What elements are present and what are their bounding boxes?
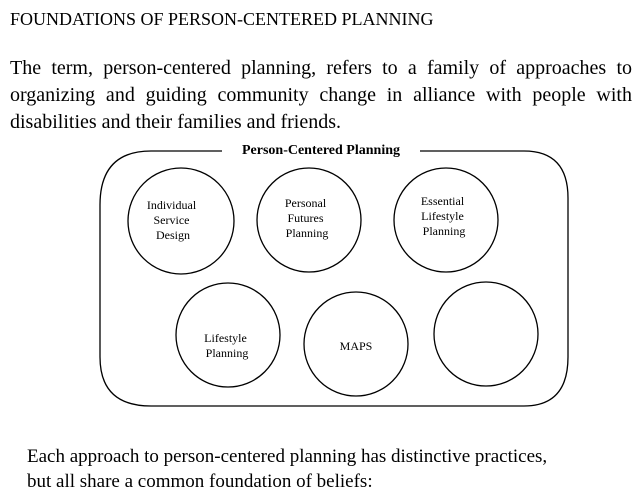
closing-paragraph (27, 444, 547, 494)
closing-line-1: Each approach to person-centered planning has distinctive practices, (27, 446, 548, 467)
approach-label-personal-futures-planning (285, 196, 329, 240)
approach-label-individual-service-design (147, 198, 199, 242)
page-heading: FOUNDATIONS OF PERSON-CENTERED PLANNING (10, 9, 434, 29)
diagram-frame (100, 151, 568, 406)
approach-label-line: MAPS (339, 339, 373, 353)
approach-label-line: Lifestyle (204, 331, 247, 345)
approach-label-line: Planning (205, 346, 249, 360)
approach-label-line: Service (153, 213, 190, 227)
approach-label-line: Lifestyle (421, 209, 464, 223)
approach-label-line: Planning (285, 226, 329, 240)
intro-paragraph: The term, person-centered planning, refers to a family of approaches to organizing and guiding community change in alliance with people with disabilities and their families and friends. (10, 57, 632, 133)
closing-line-2: but all share a common foundation of beliefs: (27, 471, 373, 492)
approach-label-maps (340, 339, 373, 353)
approach-label-line: Design (156, 228, 190, 242)
diagram-title: Person-Centered Planning (241, 143, 401, 158)
approach-label-line: Individual (146, 198, 197, 212)
approach-label-line: Planning (422, 224, 466, 238)
approach-label-line: Futures (287, 211, 324, 225)
approach-label-lifestyle-planning (204, 331, 250, 360)
approach-circle-empty (434, 282, 538, 386)
approach-label-essential-lifestyle-planning (421, 194, 467, 238)
approach-label-line: Essential (420, 194, 465, 208)
approach-label-line: Personal (284, 196, 327, 210)
